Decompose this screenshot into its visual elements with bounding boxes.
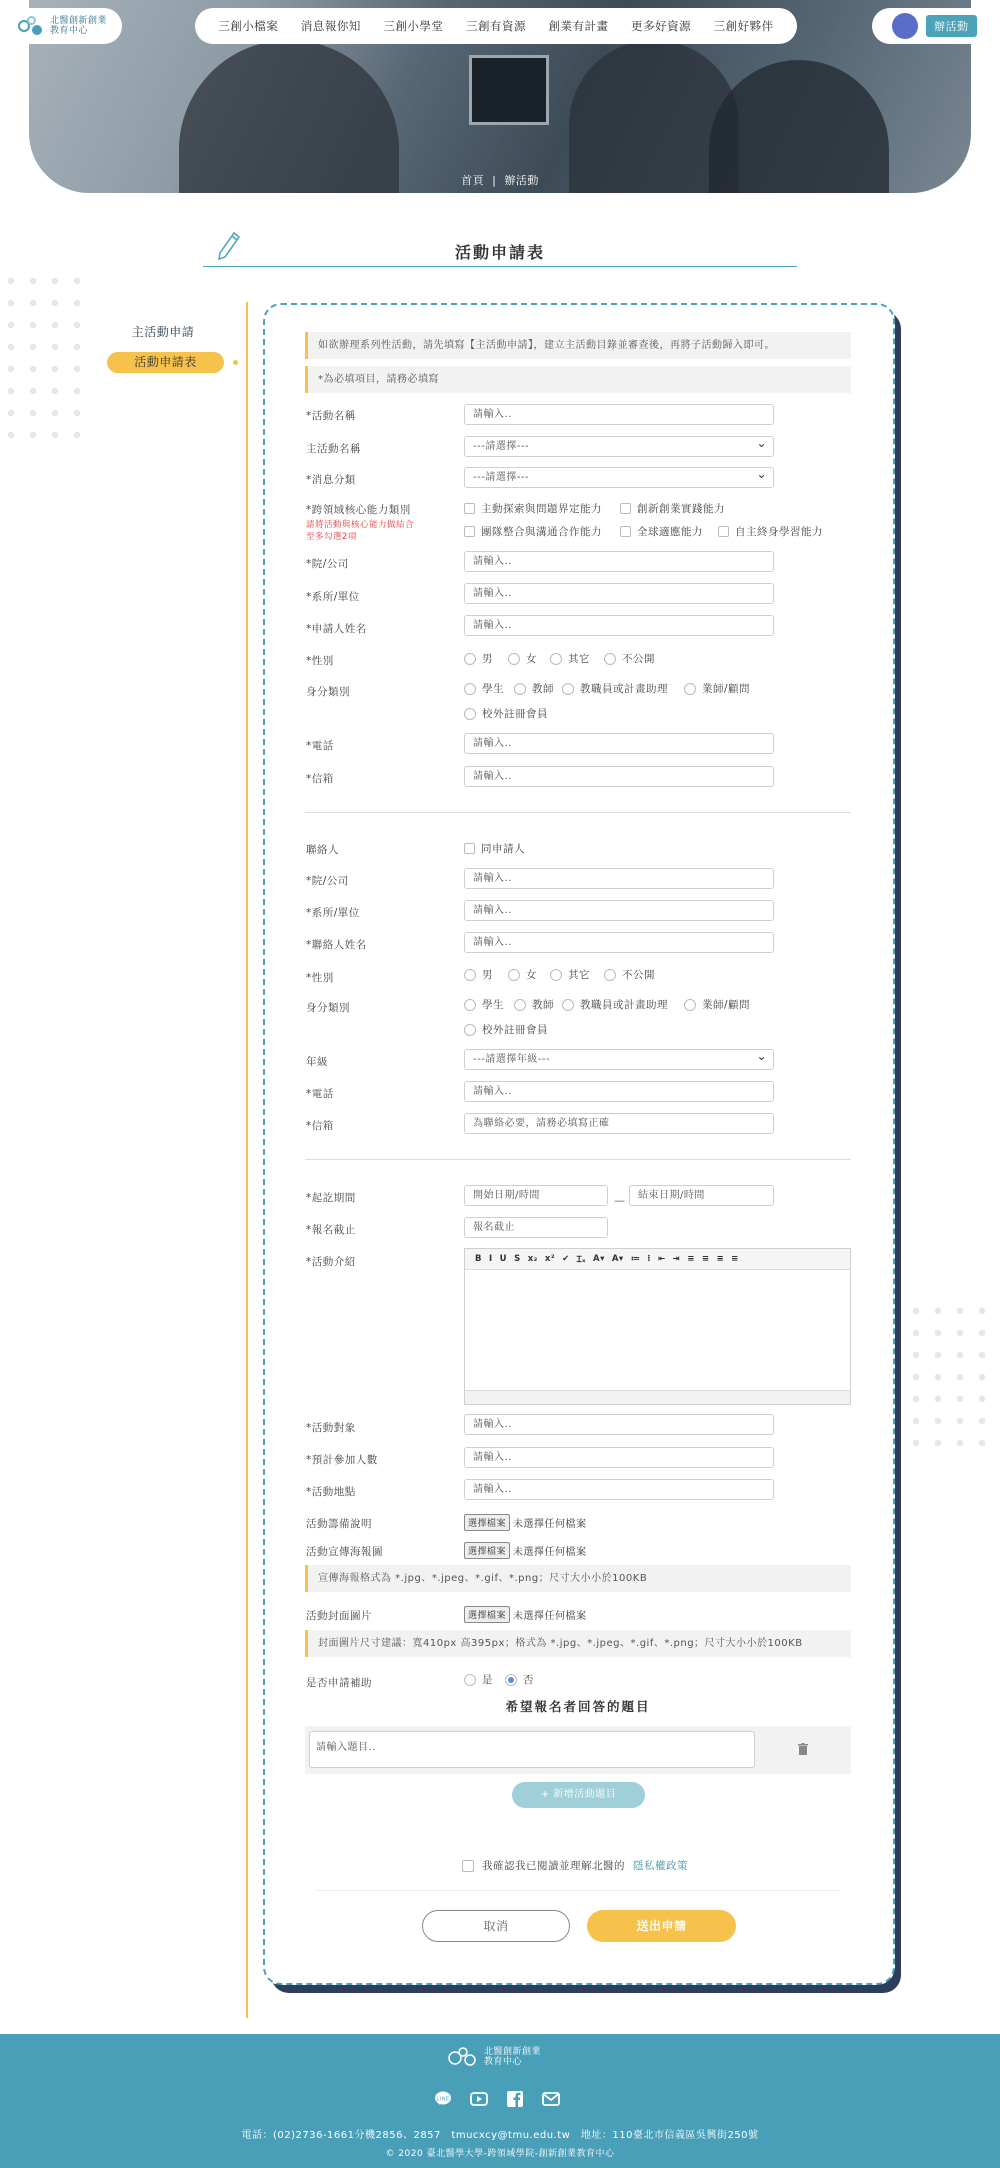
radio-icon: [508, 653, 520, 665]
subsidy-no-radio[interactable]: 否: [505, 1672, 534, 1687]
underline-icon[interactable]: U: [499, 1254, 508, 1264]
radio-icon: [562, 999, 574, 1011]
radio-icon: [464, 1024, 476, 1036]
target-input[interactable]: 請輸入..: [464, 1414, 774, 1435]
section-divider: [305, 1159, 851, 1160]
news-category-select[interactable]: ---請選擇--- ⌄: [464, 467, 774, 488]
page-title: 活動申請表: [454, 243, 545, 262]
line-icon[interactable]: [434, 2090, 452, 2108]
identity-radio[interactable]: 校外註冊會員: [464, 706, 548, 721]
breadcrumb-separator: |: [492, 174, 497, 187]
sidebar-item-activity-form[interactable]: 活動申請表: [107, 352, 224, 373]
contact-college-input[interactable]: 請輸入..: [464, 868, 774, 889]
poster-notice: 宣傳海報格式為 *.jpg、*.jpeg、*.gif、*.png；尺寸大小小於100KB: [305, 1565, 851, 1592]
prep-file-input[interactable]: 選擇檔案 未選擇任何檔案: [464, 1514, 587, 1531]
logo-text: 北醫創新創業 教育中心: [50, 16, 108, 36]
footer-contact: 電話：(02)2736-1661分機2856、2857 tmucxcy@tmu.edu.tw 地址：110臺北市信義區吳興街250號: [241, 2130, 759, 2141]
numbered-list-icon[interactable]: ≔: [630, 1254, 641, 1264]
contact-phone-input[interactable]: 請輸入..: [464, 1081, 774, 1102]
spellcheck-icon[interactable]: ✔: [562, 1254, 570, 1264]
label-expected: *預計參加人數: [306, 1454, 378, 1466]
label-target: *活動對象: [306, 1422, 356, 1434]
subscript-icon[interactable]: x₂: [527, 1254, 538, 1264]
label-applicant-name: *申請人姓名: [306, 623, 367, 635]
checkbox-icon[interactable]: [462, 1860, 474, 1872]
cancel-button[interactable]: 取消: [422, 1910, 570, 1942]
identity-radio[interactable]: 業師/顧問: [684, 681, 750, 696]
contact-gender-radio[interactable]: 其它: [550, 967, 590, 982]
align-justify-icon[interactable]: ≡: [731, 1254, 739, 1264]
same-as-applicant-checkbox[interactable]: 同申請人: [464, 841, 525, 856]
label-news-category: *消息分類: [306, 474, 356, 486]
outdent-icon[interactable]: ⇤: [657, 1254, 666, 1264]
breadcrumb-current: 辦活動: [504, 174, 539, 187]
applicant-name-input[interactable]: 請輸入..: [464, 615, 774, 636]
label-subsidy: 是否申請補助: [306, 1677, 372, 1689]
radio-icon: [464, 969, 476, 981]
label-activity-name: *活動名稱: [306, 410, 356, 422]
radio-icon: [562, 683, 574, 695]
radio-icon: [464, 999, 476, 1011]
label-contact-phone: *電話: [306, 1088, 334, 1100]
checkbox-icon: [464, 503, 475, 514]
radio-icon: [604, 653, 616, 665]
privacy-policy-link[interactable]: 隱私權政策: [633, 1860, 688, 1872]
sidebar-divider: [246, 302, 248, 2018]
submit-button[interactable]: 送出申請: [587, 1910, 736, 1942]
decor-dots: [0, 270, 80, 440]
subsidy-yes-radio[interactable]: 是: [464, 1672, 493, 1687]
nav-item[interactable]: 創業有計畫: [548, 19, 609, 33]
radio-icon: [550, 653, 562, 665]
avatar[interactable]: [892, 13, 918, 39]
competency-checkbox[interactable]: 自主終身學習能力: [718, 524, 823, 539]
radio-icon: [464, 683, 476, 695]
label-contact-name: *聯絡人姓名: [306, 939, 367, 951]
radio-icon: [464, 708, 476, 720]
radio-icon: [508, 969, 520, 981]
choose-file-button: 選擇檔案: [464, 1514, 510, 1531]
cover-file-input[interactable]: 選擇檔案 未選擇任何檔案: [464, 1606, 587, 1623]
nav-item[interactable]: 三創小學堂: [383, 19, 444, 33]
checkbox-icon: [620, 503, 631, 514]
gender-radio[interactable]: 男: [464, 651, 493, 666]
label-contact-dept: *系所/單位: [306, 907, 360, 919]
contact-dept-input[interactable]: 請輸入..: [464, 900, 774, 921]
editor-resize-bar[interactable]: [465, 1390, 850, 1404]
competency-checkbox[interactable]: 團隊整合與溝通合作能力: [464, 524, 602, 539]
competency-note: 請將活動與核心能力做結合 至多勾選2項: [306, 520, 415, 542]
notice-required: *為必填項目，請務必填寫: [305, 366, 851, 393]
contact-identity-radio[interactable]: 校外註冊會員: [464, 1022, 548, 1037]
nav-item[interactable]: 三創好夥伴: [713, 19, 774, 33]
competency-checkbox[interactable]: 主動探索與問題界定能力: [464, 501, 602, 516]
radio-icon: [514, 999, 526, 1011]
trash-icon[interactable]: [798, 1743, 808, 1755]
label-cover: 活動封面圖片: [306, 1610, 372, 1622]
expected-input[interactable]: 請輸入..: [464, 1447, 774, 1468]
indent-icon[interactable]: ⇥: [672, 1254, 681, 1264]
grade-select[interactable]: ---請選擇年級--- ⌄: [464, 1049, 774, 1070]
italic-icon[interactable]: I: [488, 1254, 493, 1264]
phone-input[interactable]: 請輸入..: [464, 733, 774, 754]
gender-radio[interactable]: 女: [508, 651, 537, 666]
privacy-agree[interactable]: 我確認我已閱讀並理解北醫的 隱私權政策: [462, 1858, 688, 1873]
nav-item[interactable]: 三創小檔案: [218, 19, 279, 33]
breadcrumb-home[interactable]: 首頁: [461, 174, 485, 187]
sidebar-active-dot: [233, 360, 238, 365]
social-icons: [434, 2090, 560, 2108]
breadcrumb: [0, 172, 1000, 188]
contact-identity-radio[interactable]: 教職員或計畫助理: [562, 997, 668, 1012]
period-dash: —: [614, 1194, 626, 1207]
section-divider: [305, 812, 851, 813]
label-gender: *性別: [306, 655, 334, 667]
nav-item[interactable]: 更多好資源: [631, 19, 692, 33]
main-activity-select[interactable]: ---請選擇--- ⌄: [464, 436, 774, 457]
identity-radio[interactable]: 教師: [514, 681, 554, 696]
user-area: [872, 8, 990, 44]
label-main-activity: 主活動名稱: [306, 443, 361, 455]
page-title-bar: [203, 225, 797, 267]
radio-icon: [514, 683, 526, 695]
label-location: *活動地點: [306, 1486, 356, 1498]
nav-item[interactable]: 消息報你知: [300, 19, 361, 33]
poster-file-input[interactable]: 選擇檔案 未選擇任何檔案: [464, 1542, 587, 1559]
radio-icon: [684, 683, 696, 695]
bullet-list-icon[interactable]: ⁝: [647, 1254, 651, 1264]
footer: [0, 2034, 1000, 2168]
label-phone: *電話: [306, 740, 334, 752]
label-contact: 聯絡人: [306, 844, 339, 856]
bg-color-icon[interactable]: A▾: [611, 1254, 624, 1264]
label-contact-email: *信箱: [306, 1120, 334, 1132]
question-row: [305, 1726, 851, 1774]
label-deadline: *報名截止: [306, 1224, 356, 1236]
email-input[interactable]: 請輸入..: [464, 766, 774, 787]
start-datetime-input[interactable]: 開始日期/時間: [464, 1185, 608, 1206]
end-datetime-input[interactable]: 結束日期/時間: [629, 1185, 774, 1206]
cover-notice: 封面圖片尺寸建議：寬410px 高395px；格式為 *.jpg、*.jpeg、*.gif、*.png；尺寸大小小於100KB: [305, 1630, 851, 1657]
label-contact-identity: 身分類別: [306, 1002, 350, 1014]
radio-selected-icon: [505, 1674, 517, 1686]
footer-copyright: © 2020 臺北醫學大學-跨領域學院-創新創業教育中心: [385, 2149, 615, 2159]
label-grade: 年級: [306, 1056, 328, 1068]
label-identity: 身分類別: [306, 686, 350, 698]
decor-dots: [905, 1300, 1000, 1460]
email-icon[interactable]: [542, 2090, 560, 2108]
contact-email-input[interactable]: 為聯絡必要，請務必填寫正確: [464, 1113, 774, 1134]
youtube-icon[interactable]: [470, 2090, 488, 2108]
checkbox-icon: [464, 843, 475, 854]
contact-identity-radio[interactable]: 學生: [464, 997, 504, 1012]
clear-format-icon[interactable]: Ɪₓ: [576, 1254, 586, 1265]
activity-name-input[interactable]: 請輸入..: [464, 404, 774, 425]
main-nav: [195, 8, 797, 44]
competency-checkbox[interactable]: 創新創業實踐能力: [620, 501, 725, 516]
radio-icon: [684, 999, 696, 1011]
contact-name-input[interactable]: 請輸入..: [464, 932, 774, 953]
label-intro: *活動介紹: [306, 1256, 356, 1268]
nav-item[interactable]: 三創有資源: [465, 19, 526, 33]
svg-text:LINE: LINE: [436, 2096, 450, 2103]
sidebar-item-main-activity[interactable]: 主活動申請: [131, 325, 195, 339]
contact-gender-radio[interactable]: 不公開: [604, 967, 655, 982]
label-poster: 活動宣傳海報圖: [306, 1546, 383, 1558]
label-contact-college: *院/公司: [306, 875, 349, 887]
identity-radio[interactable]: 教職員或計畫助理: [562, 681, 668, 696]
label-contact-gender: *性別: [306, 972, 334, 984]
contact-gender-radio[interactable]: 女: [508, 967, 537, 982]
contact-identity-radio[interactable]: 教師: [514, 997, 554, 1012]
host-activity-button[interactable]: 辦活動: [926, 15, 977, 37]
location-input[interactable]: 請輸入..: [464, 1479, 774, 1500]
radio-icon: [550, 969, 562, 981]
label-email: *信箱: [306, 773, 334, 785]
checkbox-icon: [718, 526, 729, 537]
deadline-input[interactable]: 報名截止: [464, 1217, 608, 1238]
college-input[interactable]: 請輸入..: [464, 551, 774, 572]
superscript-icon[interactable]: x²: [544, 1254, 556, 1264]
question-input[interactable]: 請輸入題目..: [309, 1731, 755, 1768]
gender-radio[interactable]: 其它: [550, 651, 590, 666]
notice-series: 如欲辦理系列性活動，請先填寫【主活動申請】，建立主活動目錄並審查後，再將子活動歸入即可。: [305, 332, 851, 359]
strike-icon[interactable]: S: [514, 1254, 521, 1264]
facebook-icon[interactable]: [506, 2090, 524, 2108]
logo-circles-icon: [448, 2046, 478, 2068]
label-dept: *系所/單位: [306, 591, 360, 603]
editor-toolbar: [465, 1249, 850, 1270]
choose-file-button: 選擇檔案: [464, 1542, 510, 1559]
checkbox-icon: [620, 526, 631, 537]
align-left-icon[interactable]: ≡: [687, 1254, 695, 1264]
logo-circles-icon: [18, 16, 44, 36]
footer-logo-text: 北醫創新創業 教育中心: [484, 2047, 542, 2067]
add-question-button[interactable]: + 新增活動題目: [512, 1782, 645, 1808]
bold-icon[interactable]: B: [475, 1254, 482, 1264]
dept-input[interactable]: 請輸入..: [464, 583, 774, 604]
site-logo[interactable]: [6, 8, 122, 44]
label-college: *院/公司: [306, 558, 349, 570]
checkbox-icon: [464, 526, 475, 537]
align-center-icon[interactable]: ≡: [701, 1254, 710, 1264]
contact-identity-radio[interactable]: 業師/顧問: [684, 997, 750, 1012]
label-period: *起訖期間: [306, 1192, 356, 1204]
contact-gender-radio[interactable]: 男: [464, 967, 493, 982]
section-divider: [315, 1890, 841, 1891]
radio-icon: [464, 653, 476, 665]
radio-icon: [464, 1674, 476, 1686]
align-right-icon[interactable]: ≡: [716, 1254, 725, 1264]
footer-logo[interactable]: [448, 2046, 541, 2068]
competency-checkbox[interactable]: 全球適應能力: [620, 524, 703, 539]
identity-radio[interactable]: 學生: [464, 681, 504, 696]
text-color-icon[interactable]: A▾: [592, 1254, 605, 1264]
label-prep: 活動籌備說明: [306, 1518, 372, 1530]
choose-file-button: 選擇檔案: [464, 1606, 510, 1623]
radio-icon: [604, 969, 616, 981]
questions-title: 希望報名者回答的題目: [505, 1699, 651, 1714]
gender-radio[interactable]: 不公開: [604, 651, 655, 666]
rich-text-editor[interactable]: [464, 1248, 851, 1405]
label-competency: *跨領域核心能力類別: [306, 504, 411, 516]
